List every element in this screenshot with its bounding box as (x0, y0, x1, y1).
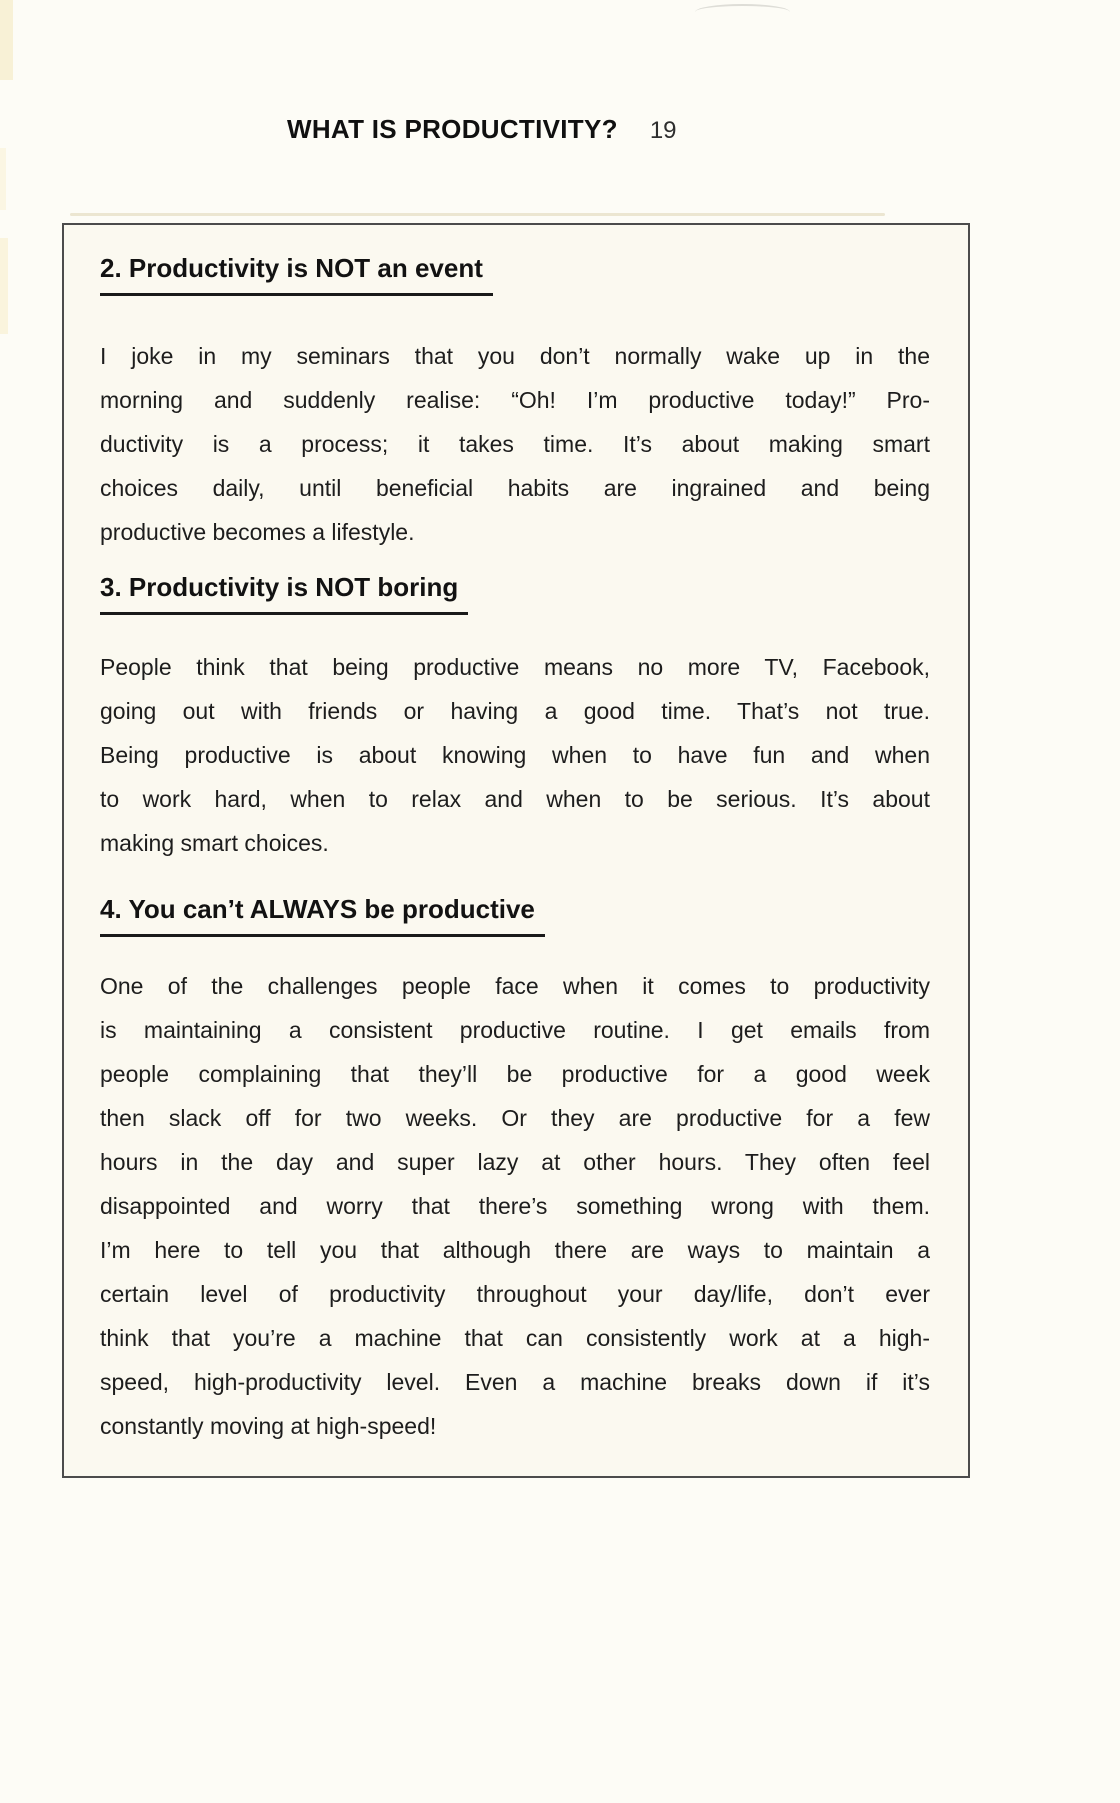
paragraph (100, 645, 930, 865)
text-line: going out with friends or having a good time. That’s not true. (100, 698, 930, 724)
text-line: productive becomes a lifestyle. (100, 519, 415, 545)
section-heading (100, 894, 930, 937)
text-line: I joke in my seminars that you don’t normally wake up in the (100, 343, 930, 369)
text-line: people complaining that they’ll be productive for a good week (100, 1061, 930, 1087)
text-line: to work hard, when to relax and when to be serious. It’s about (100, 786, 930, 812)
scan-curve-artifact (695, 4, 790, 20)
text-line: choices daily, until beneficial habits are ingrained and being (100, 475, 930, 501)
text-line: morning and suddenly realise: “Oh! I’m productive today!” Pro- (100, 387, 930, 413)
text-line: ductivity is a process; it takes time. It’s about making smart (100, 431, 930, 457)
section-heading (100, 572, 930, 615)
paragraph (100, 964, 930, 1448)
page-header (287, 114, 677, 145)
heading-underlined-text: 3. Productivity is NOT boring (100, 572, 468, 615)
scan-edge-artifact (0, 148, 6, 210)
text-line: hours in the day and super lazy at other hours. They often feel (100, 1149, 930, 1175)
heading-underlined-text: 2. Productivity is NOT an event (100, 253, 493, 296)
text-line: constantly moving at high-speed! (100, 1413, 437, 1439)
scan-edge-artifact (0, 238, 8, 334)
section-heading (100, 253, 930, 296)
heading-underlined-text: 4. You can’t ALWAYS be productive (100, 894, 545, 937)
scan-edge-artifact (0, 0, 13, 80)
text-line: then slack off for two weeks. Or they are productive for a few (100, 1105, 930, 1131)
scan-smudge-artifact (70, 213, 885, 216)
text-line: certain level of productivity throughout your day/life, don’t ever (100, 1281, 930, 1307)
text-line: Being productive is about knowing when to have fun and when (100, 742, 930, 768)
text-line: disappointed and worry that there’s something wrong with them. (100, 1193, 930, 1219)
content-box (62, 223, 970, 1478)
text-line: is maintaining a consistent productive routine. I get emails from (100, 1017, 930, 1043)
section-productivity-not-boring (100, 572, 930, 865)
text-line: I’m here to tell you that although there are ways to maintain a (100, 1237, 930, 1263)
section-productivity-not-event (100, 253, 930, 554)
page-number: 19 (649, 117, 677, 144)
text-line: think that you’re a machine that can consistently work at a high- (100, 1325, 930, 1351)
running-title: WHAT IS PRODUCTIVITY? (287, 114, 618, 144)
section-cant-always-be-productive (100, 894, 930, 1448)
text-line: People think that being productive means no more TV, Facebook, (100, 654, 930, 680)
text-line: making smart choices. (100, 830, 329, 856)
text-line: One of the challenges people face when it comes to productivity (100, 973, 930, 999)
text-line: speed, high-productivity level. Even a machine breaks down if it’s (100, 1369, 930, 1395)
paragraph (100, 334, 930, 554)
